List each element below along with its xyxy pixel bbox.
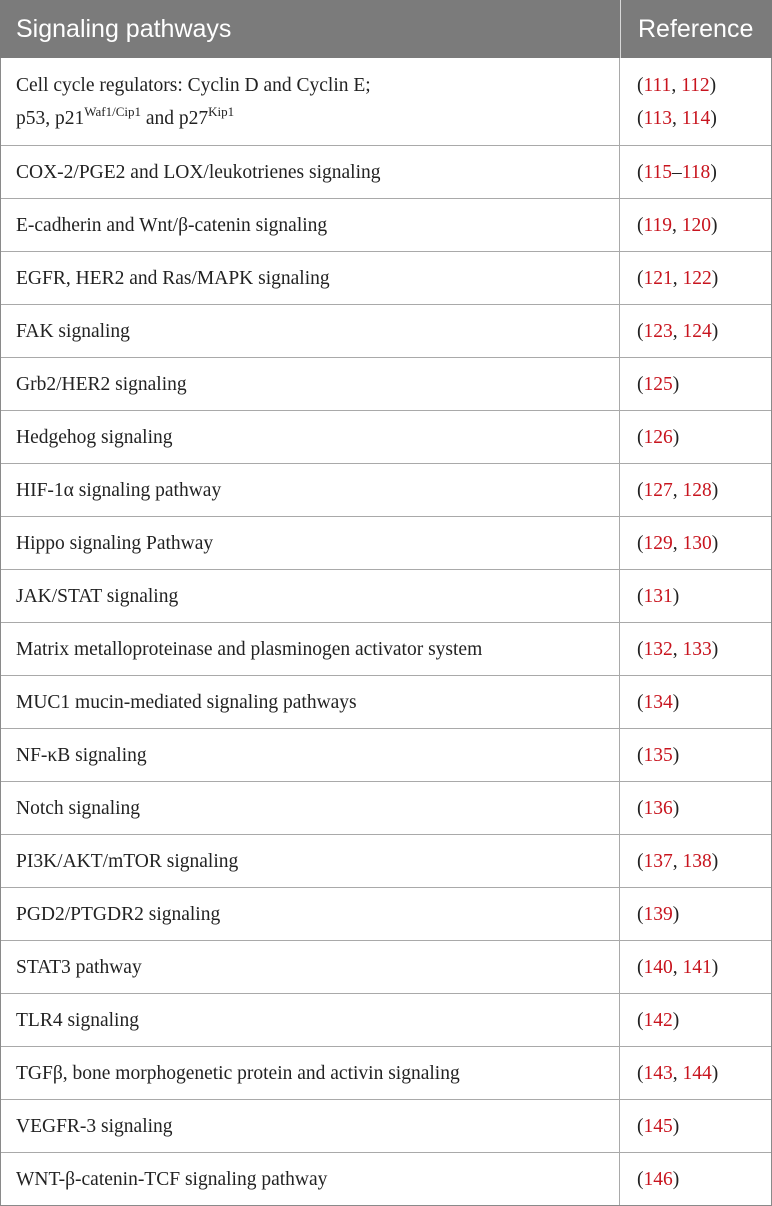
reference-cell — [620, 305, 771, 357]
pathway-cell — [1, 146, 620, 198]
reference-link[interactable]: 111 — [643, 74, 672, 96]
reference-cell — [620, 994, 771, 1046]
reference-text: (113, 114) — [637, 107, 717, 129]
reference-text: (131) — [637, 585, 680, 607]
pathway-text-part: WNT-β-catenin-TCF signaling pathway — [16, 1168, 328, 1190]
table-row — [1, 146, 771, 199]
reference-text: (111, 112) — [637, 74, 717, 96]
table-row — [1, 305, 771, 358]
table-row — [1, 888, 771, 941]
pathway-cell — [1, 1047, 620, 1099]
reference-link[interactable]: 144 — [682, 1062, 712, 1084]
table-row — [1, 1153, 771, 1206]
table-row — [1, 58, 771, 146]
pathway-text — [16, 421, 619, 454]
reference-link[interactable]: 122 — [682, 267, 712, 289]
reference-link[interactable]: 112 — [681, 74, 710, 96]
pathway-text — [16, 209, 619, 242]
pathway-text — [16, 633, 619, 666]
pathway-cell — [1, 305, 620, 357]
pathway-cell — [1, 994, 620, 1046]
reference-link[interactable]: 113 — [643, 107, 673, 129]
table-body — [0, 58, 772, 1206]
reference-link[interactable]: 138 — [682, 850, 712, 872]
pathway-cell — [1, 729, 620, 781]
table-row — [1, 729, 771, 782]
reference-text: (143, 144) — [637, 1062, 719, 1084]
reference-text: (139) — [637, 903, 680, 925]
pathway-text — [16, 1057, 619, 1090]
reference-link[interactable]: 114 — [681, 107, 711, 129]
pathway-text — [16, 951, 619, 984]
reference-text: (115–118) — [637, 161, 717, 183]
reference-text: (134) — [637, 691, 680, 713]
reference-text: (129, 130) — [637, 532, 719, 554]
pathway-text — [16, 315, 619, 348]
reference-text: (127, 128) — [637, 479, 719, 501]
reference-cell — [620, 676, 771, 728]
pathway-text-part: FAK signaling — [16, 320, 130, 342]
reference-cell — [620, 252, 771, 304]
pathway-text-part: and p27 — [140, 107, 209, 129]
table-row — [1, 623, 771, 676]
reference-text: (145) — [637, 1115, 680, 1137]
pathway-text — [16, 262, 619, 295]
pathway-cell — [1, 199, 620, 251]
reference-link[interactable]: 133 — [682, 638, 712, 660]
reference-link[interactable]: 135 — [643, 744, 673, 766]
pathway-text-part: Matrix metalloproteinase and plasminogen activator system — [16, 638, 483, 660]
pathway-text — [16, 1004, 619, 1037]
reference-link[interactable]: 130 — [682, 532, 712, 554]
pathway-text — [16, 898, 619, 931]
pathway-cell — [1, 252, 620, 304]
reference-link[interactable]: 127 — [643, 479, 673, 501]
pathway-text — [16, 69, 619, 102]
reference-cell — [620, 58, 771, 145]
reference-text: (146) — [637, 1168, 680, 1190]
table-row — [1, 941, 771, 994]
reference-text: (119, 120) — [637, 214, 718, 236]
reference-text: (126) — [637, 426, 680, 448]
reference-cell — [620, 1047, 771, 1099]
pathway-cell — [1, 517, 620, 569]
reference-cell — [620, 199, 771, 251]
reference-link[interactable]: 132 — [643, 638, 673, 660]
reference-link[interactable]: 143 — [643, 1062, 673, 1084]
table-row — [1, 782, 771, 835]
pathway-text-part: NF-κB signaling — [16, 744, 147, 766]
pathway-text — [16, 474, 619, 507]
reference-cell — [620, 782, 771, 834]
table-row — [1, 994, 771, 1047]
reference-link[interactable]: 123 — [643, 320, 673, 342]
reference-cell — [620, 146, 771, 198]
table-row — [1, 1047, 771, 1100]
table-row — [1, 358, 771, 411]
reference-link[interactable]: 137 — [643, 850, 673, 872]
reference-cell — [620, 1100, 771, 1152]
pathway-text — [16, 102, 619, 135]
reference-link[interactable]: 125 — [643, 373, 673, 395]
reference-text: (140, 141) — [637, 956, 719, 978]
header-reference: Reference — [620, 0, 772, 58]
reference-link[interactable]: 121 — [643, 267, 673, 289]
pathway-cell — [1, 570, 620, 622]
reference-link[interactable]: 124 — [682, 320, 712, 342]
reference-link[interactable]: 142 — [643, 1009, 673, 1031]
pathway-text-part: TLR4 signaling — [16, 1009, 139, 1031]
reference-text: (123, 124) — [637, 320, 719, 342]
reference-link[interactable]: 115 — [643, 161, 673, 183]
superscript: Kip1 — [208, 103, 235, 119]
table-row — [1, 252, 771, 305]
pathway-text-part: COX-2/PGE2 and LOX/leukotrienes signaling — [16, 161, 381, 183]
pathway-text-part: Hedgehog signaling — [16, 426, 173, 448]
pathway-text — [16, 845, 619, 878]
pathway-text-part: JAK/STAT signaling — [16, 585, 179, 607]
reference-link[interactable]: 134 — [643, 691, 673, 713]
reference-link[interactable]: 118 — [681, 161, 711, 183]
pathway-text-part: p53, p21 — [16, 107, 85, 129]
pathway-cell — [1, 835, 620, 887]
pathway-text — [16, 686, 619, 719]
pathway-text-part: Notch signaling — [16, 797, 141, 819]
table-row — [1, 1100, 771, 1153]
pathway-text-part: Hippo signaling Pathway — [16, 532, 214, 554]
pathway-cell — [1, 1100, 620, 1152]
header-signaling-pathways: Signaling pathways — [16, 14, 232, 43]
pathway-text — [16, 580, 619, 613]
table-header — [0, 0, 772, 58]
reference-link[interactable]: 131 — [643, 585, 673, 607]
pathway-cell — [1, 358, 620, 410]
table-row — [1, 517, 771, 570]
reference-cell — [620, 358, 771, 410]
pathway-text — [16, 739, 619, 772]
reference-link[interactable]: 136 — [643, 797, 673, 819]
reference-cell — [620, 517, 771, 569]
pathway-text — [16, 792, 619, 825]
reference-link[interactable]: 120 — [681, 214, 712, 236]
pathway-cell — [1, 676, 620, 728]
pathway-cell — [1, 58, 620, 145]
reference-cell — [620, 941, 771, 993]
table-row — [1, 676, 771, 729]
reference-link[interactable]: 146 — [643, 1168, 673, 1190]
reference-cell — [620, 835, 771, 887]
table-row — [1, 464, 771, 517]
pathway-text-part: E-cadherin and Wnt/β-catenin signaling — [16, 214, 328, 236]
table-row — [1, 411, 771, 464]
pathway-text-part: Cell cycle regulators: Cyclin D and Cyclin E; — [16, 74, 371, 96]
pathway-cell — [1, 941, 620, 993]
pathway-text-part: PI3K/AKT/mTOR signaling — [16, 850, 239, 872]
reference-cell — [620, 888, 771, 940]
reference-text: (142) — [637, 1009, 680, 1031]
reference-cell — [620, 570, 771, 622]
table-row — [1, 570, 771, 623]
reference-link[interactable]: 119 — [643, 214, 673, 236]
reference-text: (132, 133) — [637, 638, 719, 660]
table-row — [1, 199, 771, 252]
reference-text: (121, 122) — [637, 267, 719, 289]
pathway-text — [16, 527, 619, 560]
reference-cell — [620, 729, 771, 781]
reference-cell — [620, 623, 771, 675]
reference-cell — [620, 411, 771, 463]
pathway-text-part: Grb2/HER2 signaling — [16, 373, 187, 395]
reference-link[interactable]: 145 — [643, 1115, 673, 1137]
reference-text: (125) — [637, 373, 680, 395]
pathway-text-part: VEGFR-3 signaling — [16, 1115, 173, 1137]
pathway-text-part: HIF-1α signaling pathway — [16, 479, 222, 501]
reference-link[interactable]: 128 — [682, 479, 712, 501]
superscript: Waf1/Cip1 — [84, 103, 141, 119]
pathway-text-part: EGFR, HER2 and Ras/MAPK signaling — [16, 267, 330, 289]
reference-link[interactable]: 129 — [643, 532, 673, 554]
reference-cell — [620, 464, 771, 516]
reference-cell — [620, 1153, 771, 1205]
pathway-cell — [1, 411, 620, 463]
reference-link[interactable]: 139 — [643, 903, 673, 925]
reference-text: (137, 138) — [637, 850, 719, 872]
pathway-text — [16, 1110, 619, 1143]
pathway-text — [16, 1163, 619, 1196]
reference-link[interactable]: 141 — [682, 956, 712, 978]
pathway-text — [16, 368, 619, 401]
pathway-cell — [1, 623, 620, 675]
pathway-cell — [1, 464, 620, 516]
pathway-text-part: STAT3 pathway — [16, 956, 142, 978]
pathway-text — [16, 156, 619, 189]
pathway-text-part: PGD2/PTGDR2 signaling — [16, 903, 221, 925]
table-row — [1, 835, 771, 888]
reference-text: (136) — [637, 797, 680, 819]
pathway-cell — [1, 1153, 620, 1205]
reference-text: (135) — [637, 744, 680, 766]
pathway-text-part: MUC1 mucin-mediated signaling pathways — [16, 691, 357, 713]
pathway-text-part: TGFβ, bone morphogenetic protein and activin signaling — [16, 1062, 460, 1084]
reference-link[interactable]: 140 — [643, 956, 673, 978]
pathway-cell — [1, 888, 620, 940]
reference-link[interactable]: 126 — [643, 426, 673, 448]
pathway-cell — [1, 782, 620, 834]
